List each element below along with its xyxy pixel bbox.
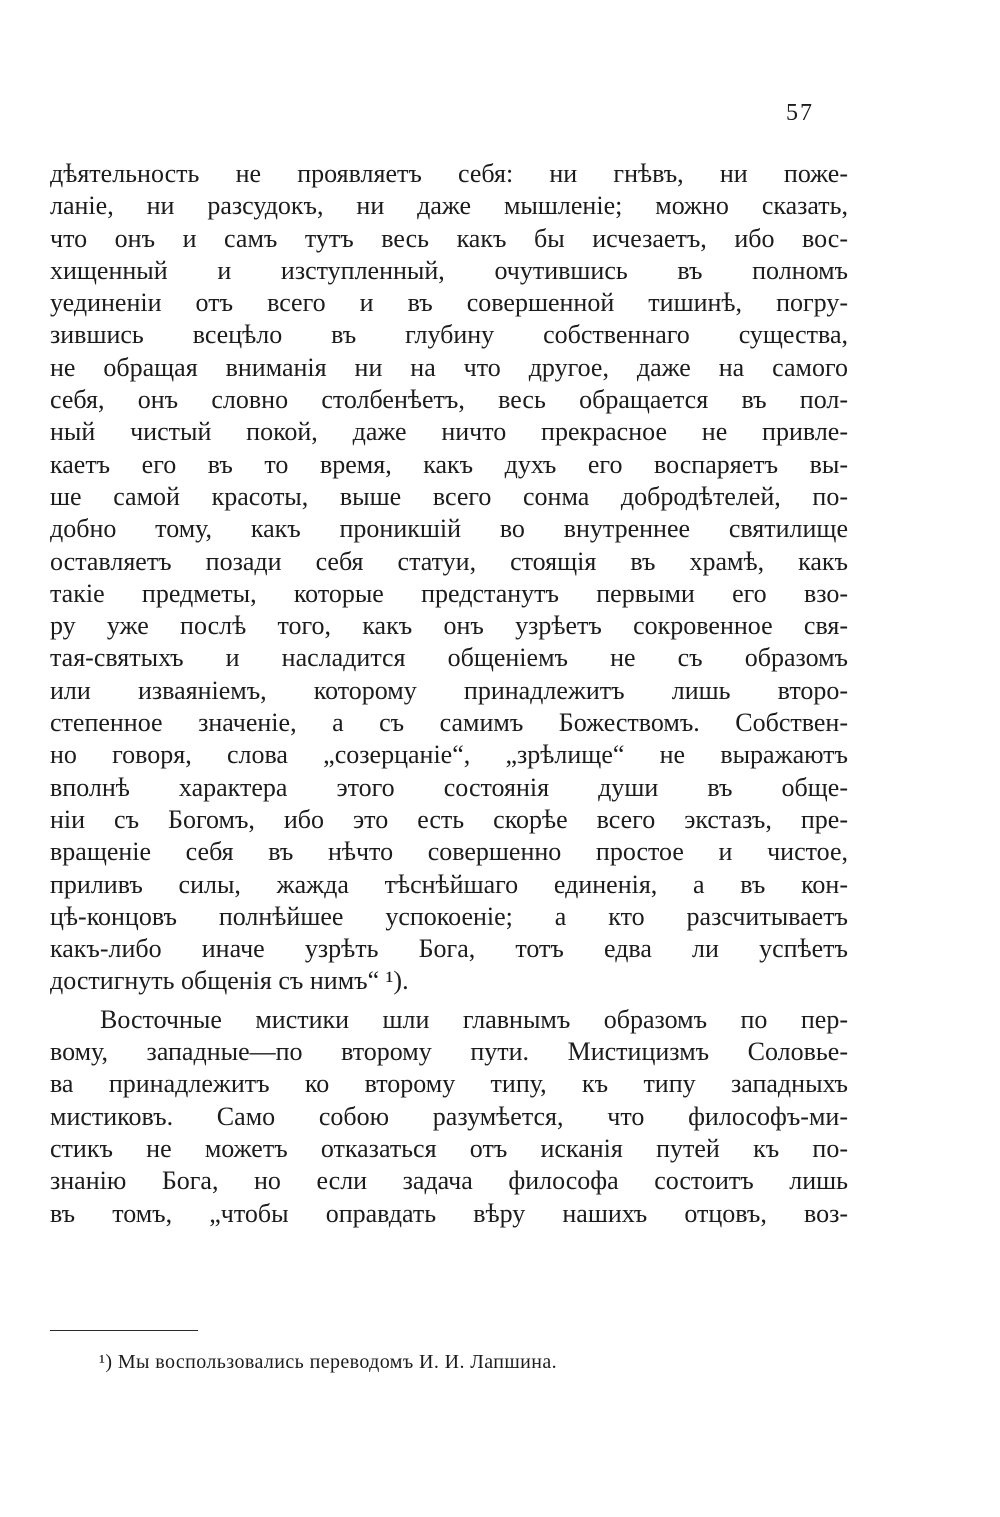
- text-line: что онъ и самъ тутъ весь какъ бы исчезаетъ, ибо вос-: [50, 223, 848, 253]
- text-line: зившись всецѣло въ глубину собственнаго существа,: [50, 320, 848, 350]
- text-line: но говоря, слова „созерцаніе“, „зрѣлище“ не выражаютъ: [50, 740, 848, 770]
- text-line: ва принадлежитъ ко второму типу, къ типу западныхъ: [50, 1069, 848, 1099]
- text-line: вому, западные—по второму пути. Мистицизмъ Соловье-: [50, 1037, 848, 1067]
- text-line: какъ-либо иначе узрѣть Бога, тотъ едва ли успѣетъ: [50, 934, 848, 964]
- text-line: не обращая вниманія ни на что другое, даже на самого: [50, 352, 848, 382]
- text-line: такіе предметы, которые предстанутъ первыми его взо-: [50, 578, 848, 608]
- text-line: ше самой красоты, выше всего сонма добродѣтелей, по-: [50, 481, 848, 511]
- text-line: Восточные мистики шли главнымъ образомъ по пер-: [100, 1004, 848, 1034]
- text-line: добно тому, какъ проникшій во внутреннее святилище: [50, 514, 848, 544]
- text-line: каетъ его въ то время, какъ духъ его воспаряетъ вы-: [50, 449, 848, 479]
- paragraph-1: [50, 158, 848, 998]
- paragraph-2: [50, 1004, 848, 1230]
- text-line: ланіе, ни разсудокъ, ни даже мышленіе; можно сказать,: [50, 191, 848, 221]
- text-line: въ томъ, „чтобы оправдать вѣру нашихъ отцовъ, воз-: [50, 1198, 848, 1228]
- text-line: знанію Бога, но если задача философа состоитъ лишь: [50, 1166, 848, 1196]
- body-text: [50, 158, 848, 1230]
- text-line: тая-святыхъ и насладится общеніемъ не съ образомъ: [50, 643, 848, 673]
- text-line: мистиковъ. Само собою разумѣется, что философъ-ми-: [50, 1101, 848, 1131]
- text-line: достигнуть общенія съ нимъ“ ¹).: [50, 966, 409, 996]
- text-line: ру уже послѣ того, какъ онъ узрѣетъ сокровенное свя-: [50, 611, 848, 641]
- text-line: или изваяніемъ, которому принадлежитъ лишь второ-: [50, 675, 848, 705]
- text-line: оставляетъ позади себя статуи, стоящія въ храмѣ, какъ: [50, 546, 848, 576]
- text-line: дѣятельность не проявляетъ себя: ни гнѣвъ, ни поже-: [50, 159, 848, 188]
- text-line: себя, онъ словно столбенѣетъ, весь обращается въ пол-: [50, 385, 848, 415]
- text-line: ный чистый покой, даже ничто прекрасное не привле-: [50, 417, 848, 447]
- text-line: стикъ не можетъ отказаться отъ исканія путей къ по-: [50, 1133, 848, 1163]
- text-line: вполнѣ характера этого состоянія души въ обще-: [50, 772, 848, 802]
- text-line: хищенный и изступленный, очутившись въ полномъ: [50, 255, 848, 285]
- text-line: ніи съ Богомъ, ибо это есть скорѣе всего экстазъ, пре-: [50, 804, 848, 834]
- page-number: 57: [786, 100, 814, 126]
- text-line: вращеніе себя въ нѣчто совершенно простое и чистое,: [50, 837, 848, 867]
- text-line: приливъ силы, жажда тѣснѣйшаго единенія, а въ кон-: [50, 869, 848, 899]
- footnote: ¹) Мы воспользовались переводомъ И. И. Лапшина.: [99, 1351, 558, 1373]
- text-line: уединеніи отъ всего и въ совершенной тишинѣ, погру-: [50, 288, 848, 318]
- text-line: цѣ-концовъ полнѣйшее успокоеніе; а кто разсчитываетъ: [50, 901, 848, 931]
- text-line: степенное значеніе, а съ самимъ Божествомъ. Собствен-: [50, 708, 848, 738]
- footnote-divider: [50, 1330, 198, 1331]
